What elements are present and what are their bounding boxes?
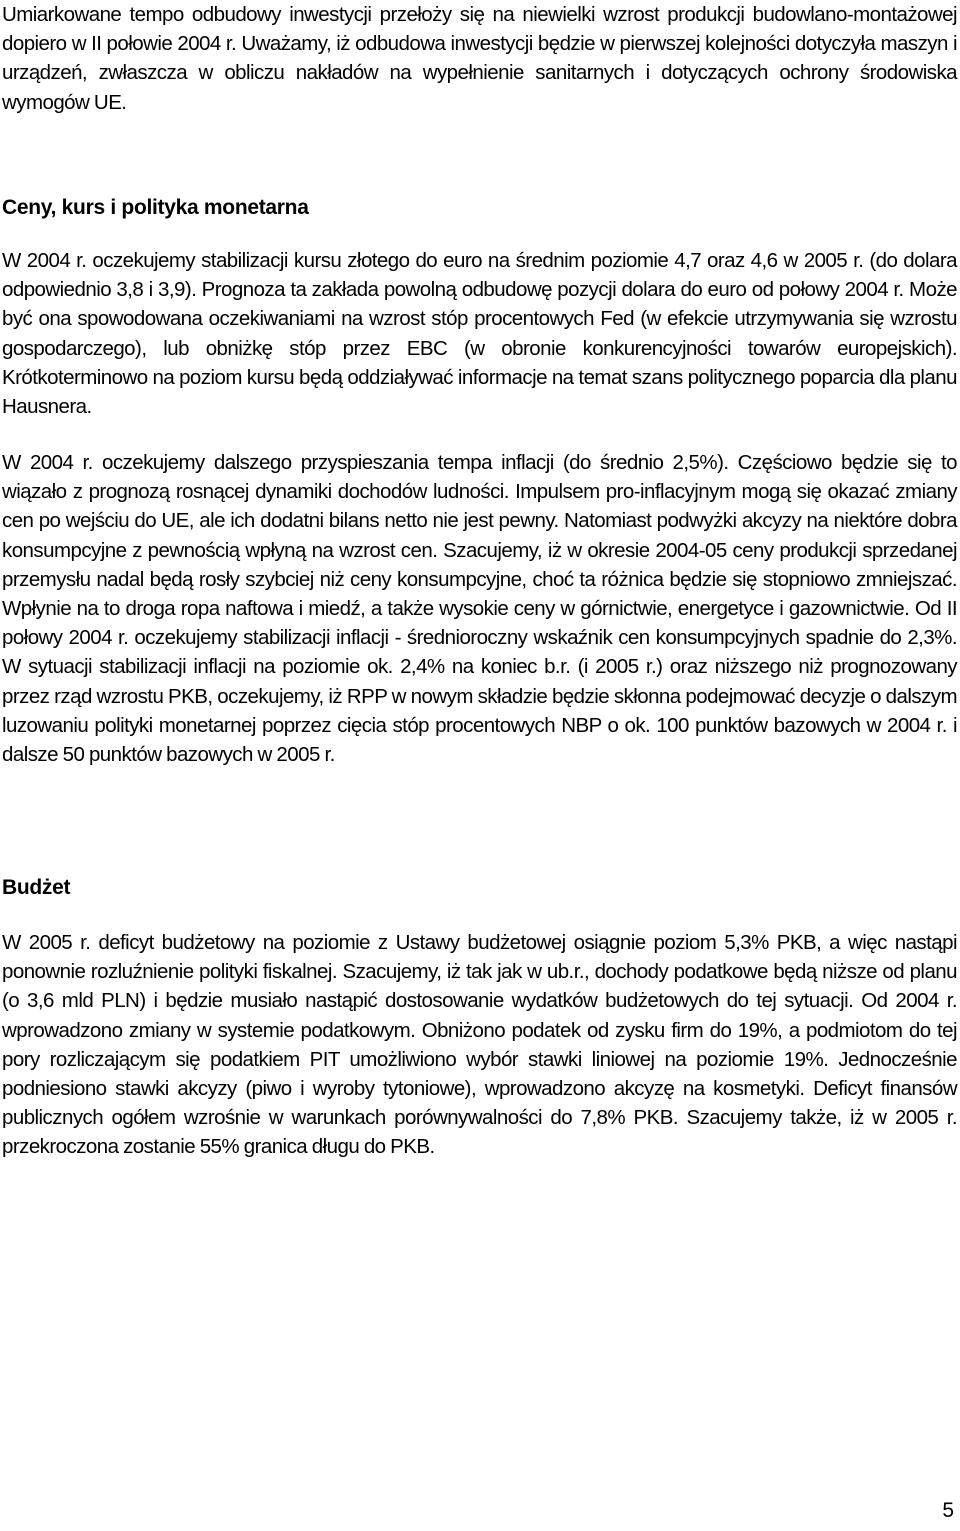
section-heading-prices-monetary-policy: Ceny, kurs i polityka monetarna bbox=[2, 196, 309, 219]
paragraph-budget: W 2005 r. deficyt budżetowy na poziomie z Ustawy budżetowej osiągnie poziom 5,3% PKB, a więc nastąpi ponownie rozluźnienie polityki fiskalnej. Szacujemy, iż tak jak w ub.r., dochody podatkowe będą niższe od planu (o 3,6 mld PLN) i będzie musiało nastąpić dostosowanie wydatków budżetowych do tej sytuacji. Od 2004 r. wprowadzono zmiany w systemie podatkowym. Obniżono podatek od zysku firm do 19%, a podmiotom do tej pory rozliczającym się podatkiem PIT umożliwiono wybór stawki liniowej na poziomie 19%. Jednocześnie podniesiono stawki akcyzy (piwo i wyroby tytoniowe), wprowadzono akcyzę na kosmetyki. Deficyt finansów publicznych ogółem wzrośnie w warunkach porównywalności do 7,8% PKB. Szacujemy także, iż w 2005 r. przekroczona zostanie 55% granica długu do PKB. bbox=[2, 931, 957, 1159]
paragraph-inflation: W 2004 r. oczekujemy dalszego przyspieszania tempa inflacji (do średnio 2,5%). Częściowo będzie się to wiązało z prognozą rosnącej dynamiki dochodów ludności. Impulsem pro-inflacyjnym mogą się okazać zmiany cen po wejściu do UE, ale ich dodatni bilans netto nie jest pewny. Natomiast podwyżki akcyzy na niektóre dobra konsumpcyjne z pewnością wpłyną na wzrost cen. Szacujemy, iż w okresie 2004-05 ceny produkcji sprzedanej przemysłu nadal będą rosły szybciej niż ceny konsumpcyjne, choć ta różnica będzie się stopniowo zmniejszać. Wpłynie na to droga ropa naftowa i miedź, a także wysokie ceny w górnictwie, energetyce i gazownictwie. Od II połowy 2004 r. oczekujemy stabilizacji inflacji - średnioroczny wskaźnik cen konsumpcyjnych spadnie do 2,3%. W sytuacji stabilizacji inflacji na poziomie ok. 2,4% na koniec b.r. (i 2005 r.) oraz niższego niż prognozowany przez rząd wzrostu PKB, oczekujemy, iż RPP w nowym składzie będzie skłonna podejmować decyzje o dalszym luzowaniu polityki monetarnej poprzez cięcia stóp procentowych NBP o ok. 100 punktów bazowych w 2004 r. i dalsze 50 punktów bazowych w 2005 r. bbox=[2, 451, 957, 767]
paragraph-exchange-rate: W 2004 r. oczekujemy stabilizacji kursu złotego do euro na średnim poziomie 4,7 oraz 4,6 w 2005 r. (do dolara odpowiednio 3,8 i 3,9). Prognoza ta zakłada powolną odbudowę pozycji dolara do euro od połowy 2004 r. Może być ona spowodowana oczekiwaniami na wzrost stóp procentowych Fed (w efekcie utrzymywania się wzrostu gospodarczego), lub obniżkę stóp przez EBC (w obronie konkurencyjności towarów europejskich). Krótkoterminowo na poziom kursu będą oddziaływać informacje na temat szans politycznego poparcia dla planu Hausnera. bbox=[2, 249, 957, 419]
section-heading-budget: Budżet bbox=[2, 876, 71, 899]
intro-paragraph: Umiarkowane tempo odbudowy inwestycji przełoży się na niewielki wzrost produkcji budowlano-montażowej dopiero w II połowie 2004 r. Uważamy, iż odbudowa inwestycji będzie w pierwszej kolejności dotyczyła maszyn i urządzeń, zwłaszcza w obliczu nakładów na wypełnienie sanitarnych i dotyczących ochrony środowiska wymogów UE. bbox=[2, 3, 957, 114]
page-number: 5 bbox=[942, 1499, 954, 1522]
